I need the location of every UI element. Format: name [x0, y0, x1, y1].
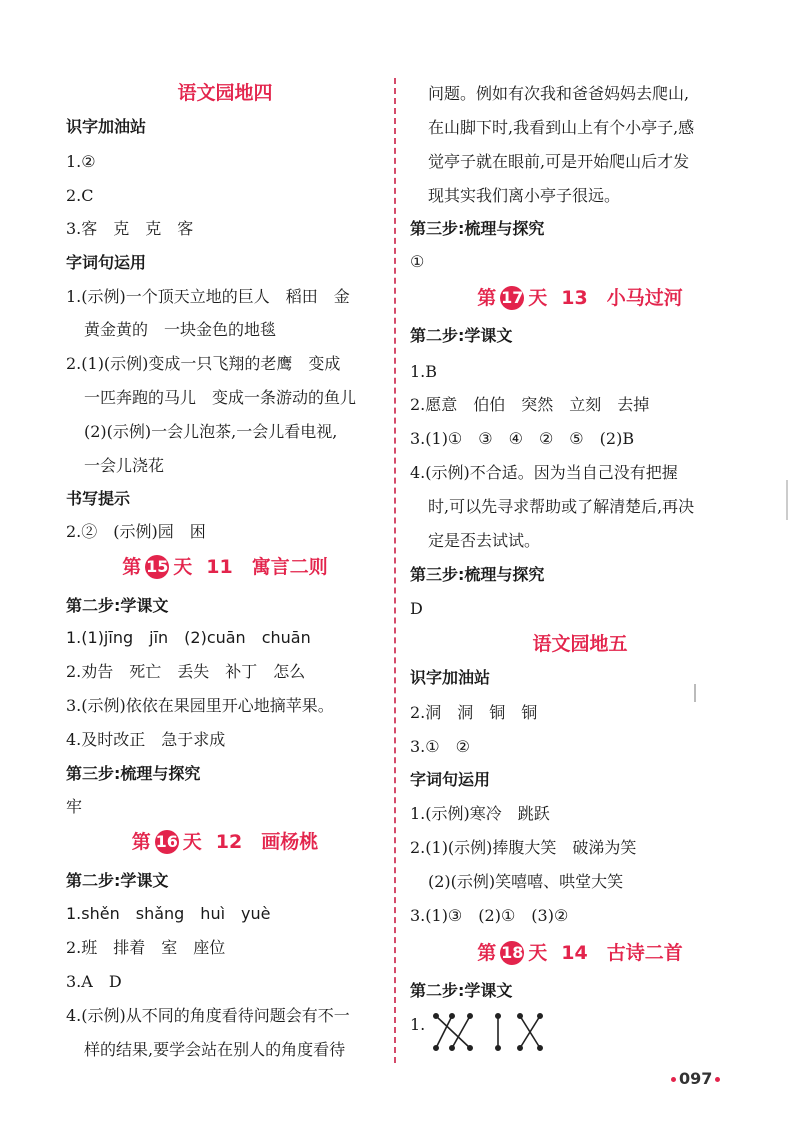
answer-line: 3.(1)① ③ ④ ② ⑤ (2)B: [410, 429, 635, 448]
day-number-badge: 16: [155, 830, 179, 854]
answer-line: 2.班 排着 室 座位: [66, 938, 226, 957]
column-divider: [394, 78, 396, 1063]
answer-line: 牢: [66, 797, 83, 816]
subheading-shizi: 识字加油站: [410, 668, 491, 687]
answer-line: 1.(示例)寒冷 跳跃: [410, 804, 550, 823]
day-number-badge: 18: [500, 941, 524, 965]
subheading-ziju: 字词句运用: [66, 253, 147, 272]
answer-line: 样的结果,要学会站在别人的角度看待: [84, 1040, 346, 1059]
answer-line: 一匹奔跑的马儿 变成一条游动的鱼儿: [84, 388, 357, 407]
lesson-title: 11 寓言二则: [206, 556, 328, 578]
answer-line: 1.B: [410, 362, 438, 381]
subheading-shizi: 识字加油站: [66, 117, 147, 136]
answer-line: 4.(示例)从不同的角度看待问题会有不一: [66, 1006, 350, 1025]
answer-line: 觉亭子就在眼前,可是开始爬山后才发: [428, 152, 690, 171]
day-number-badge: 15: [145, 555, 169, 579]
section-title-yuwen-yuandi-5: 语文园地五: [532, 633, 628, 655]
match-dot: [496, 1014, 500, 1018]
answer-line: 1.shěn shǎng huì yuè: [66, 904, 271, 923]
day-suffix: 天: [182, 831, 202, 853]
answer-line: ①: [410, 252, 425, 271]
answer-line: 1.(1)jīng jīn (2)cuān chuān: [66, 628, 311, 647]
day-suffix: 天: [528, 942, 548, 964]
day-prefix: 第: [477, 942, 497, 964]
match-dot: [518, 1014, 522, 1018]
match-dot: [538, 1014, 542, 1018]
answer-line: 3.A D: [66, 972, 122, 991]
matching-line: [436, 1016, 452, 1048]
lesson-title: 14 古诗二首: [561, 942, 683, 964]
answer-line: 2.C: [66, 186, 94, 205]
answer-line: 3.(1)③ (2)① (3)②: [410, 906, 569, 925]
day-heading-18: [410, 940, 750, 966]
subheading-shuxie: 书写提示: [66, 489, 131, 508]
subheading-step2: 第二步:学课文: [66, 596, 169, 615]
day-prefix: 第: [477, 287, 497, 309]
answer-line: 3.(示例)依依在果园里开心地摘苹果。: [66, 696, 334, 715]
answer-line: 一会儿浇花: [84, 456, 165, 475]
answer-line: 3.客 克 克 客: [66, 219, 194, 238]
answer-line: 现其实我们离小亭子很远。: [428, 186, 621, 205]
lesson-title: 12 画杨桃: [215, 831, 319, 853]
answer-line: 定是否去试试。: [428, 531, 541, 550]
match-dot: [496, 1046, 500, 1050]
match-dot: [434, 1014, 438, 1018]
subheading-ziju: 字词句运用: [410, 770, 491, 789]
scan-mark: [694, 684, 696, 702]
day-suffix: 天: [173, 556, 193, 578]
answer-line: 2.劝告 死亡 丢失 补丁 怎么: [66, 662, 306, 681]
page-dot-left: [671, 1077, 676, 1082]
day-prefix: 第: [131, 831, 151, 853]
page-number-text: 097: [679, 1069, 713, 1088]
answer-line: (2)(示例)一会儿泡茶,一会儿看电视,: [84, 422, 338, 441]
matching-line: [452, 1016, 470, 1048]
match-dot: [450, 1014, 454, 1018]
match-dot: [434, 1046, 438, 1050]
answer-line: 3.① ②: [410, 737, 470, 756]
subheading-step2: 第二步:学课文: [410, 326, 513, 345]
day-suffix: 天: [528, 287, 548, 309]
answer-line: 2.愿意 伯伯 突然 立刻 去掉: [410, 395, 650, 414]
answer-line: 黄金黄的 一块金色的地毯: [84, 320, 277, 339]
match-dot: [468, 1046, 472, 1050]
answer-line: (2)(示例)笑嘻嘻、哄堂大笑: [428, 872, 624, 891]
answer-line: D: [410, 599, 423, 618]
subheading-step3: 第三步:梳理与探究: [410, 565, 545, 584]
answer-line: 2.(1)(示例)变成一只飞翔的老鹰 变成: [66, 354, 341, 373]
day-heading-16: [66, 829, 384, 855]
answer-line: 2.(1)(示例)捧腹大笑 破涕为笑: [410, 838, 637, 857]
answer-line: 4.(示例)不合适。因为当自己没有把握: [410, 463, 678, 482]
day-heading-15: [66, 554, 384, 580]
day-heading-17: [410, 285, 750, 311]
day-prefix: 第: [122, 556, 142, 578]
match-dot: [538, 1046, 542, 1050]
answer-line: 4.及时改正 急于求成: [66, 730, 226, 749]
answer-line: 问题。例如有次我和爸爸妈妈去爬山,: [428, 84, 690, 103]
page-dot-right: [715, 1077, 720, 1082]
matching-line: [436, 1016, 470, 1048]
answer-line: 在山脚下时,我看到山上有个小亭子,感: [428, 118, 695, 137]
subheading-step3: 第三步:梳理与探究: [66, 764, 201, 783]
answer-line: 1.(示例)一个顶天立地的巨人 稻田 金: [66, 287, 350, 306]
match-dot: [468, 1014, 472, 1018]
subheading-step2: 第二步:学课文: [410, 981, 513, 1000]
match-dot: [518, 1046, 522, 1050]
answer-line: 时,可以先寻求帮助或了解清楚后,再决: [428, 497, 695, 516]
answer-line: 1.: [410, 1015, 426, 1034]
answer-line: 2.洞 洞 铜 铜: [410, 703, 538, 722]
page-number: [668, 1069, 723, 1089]
answer-line: 1.②: [66, 152, 96, 171]
match-dot: [450, 1046, 454, 1050]
matching-lines-figure: [432, 1012, 552, 1052]
subheading-step3: 第三步:梳理与探究: [410, 219, 545, 238]
scan-mark: [786, 480, 788, 520]
subheading-step2: 第二步:学课文: [66, 871, 169, 890]
section-title-yuwen-yuandi-4: 语文园地四: [177, 82, 273, 104]
lesson-title: 13 小马过河: [561, 287, 683, 309]
day-number-badge: 17: [500, 286, 524, 310]
answer-line: 2.② (示例)园 困: [66, 522, 206, 541]
